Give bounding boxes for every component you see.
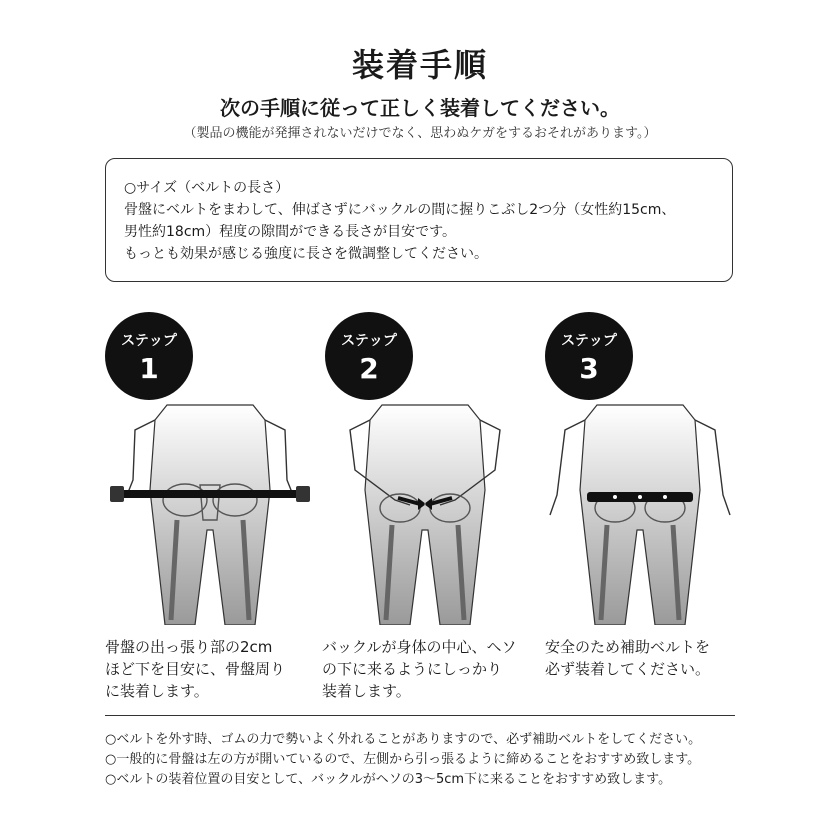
caption-line: ほど下を目安に、骨盤周り xyxy=(105,660,286,678)
size-info-box xyxy=(105,158,733,282)
size-text-line: 骨盤にベルトをまわして、伸ばさずにバックルの間に握りこぶし2つ分（女性約15cm、 xyxy=(124,202,676,218)
step-number: 2 xyxy=(359,352,379,385)
caption-line: に装着します。 xyxy=(105,682,209,700)
step-3-badge xyxy=(545,312,633,400)
step-2-badge xyxy=(325,312,413,400)
note-line: ○ベルトの装着位置の目安として、バックルがヘソの3〜5cm下に来ることをおすすめ致します。 xyxy=(105,772,672,787)
bottom-notes xyxy=(105,730,745,790)
size-text-line: もっとも効果が感じる強度に長さを微調整してください。 xyxy=(124,246,488,262)
note-line: ○一般的に骨盤は左の方が開いているので、左側から引っ張るように締めることをおすすめ致します。 xyxy=(105,752,701,767)
step-number: 1 xyxy=(139,352,159,385)
caption-line: の下に来るようにしっかり xyxy=(322,660,503,678)
caption-line: 装着します。 xyxy=(322,682,411,700)
caption-line: 必ず装着してください。 xyxy=(545,660,711,678)
size-text-line: 男性約18cm）程度の隙間ができる長さが目安です。 xyxy=(124,224,457,240)
step-3-caption xyxy=(545,636,765,680)
step-1-caption xyxy=(105,636,325,702)
size-heading: ○サイズ（ベルトの長さ） xyxy=(124,180,290,196)
note-line: ○ベルトを外す時、ゴムの力で勢いよく外れることがありますので、必ず補助ベルトをしてください。 xyxy=(105,732,702,747)
page-title: 装着手順 xyxy=(351,46,488,84)
page-subtitle: 次の手順に従って正しく装着してください。 xyxy=(220,96,620,120)
step-3-illustration xyxy=(535,400,745,625)
step-label: ステップ xyxy=(561,333,617,349)
step-number: 3 xyxy=(579,352,599,385)
divider xyxy=(105,715,735,716)
warning-note: （製品の機能が発揮されないだけでなく、思わぬケガをするおそれがあります。） xyxy=(183,126,657,141)
step-label: ステップ xyxy=(121,333,177,349)
step-2-caption xyxy=(322,636,542,702)
step-2-illustration xyxy=(320,400,530,625)
step-1-badge xyxy=(105,312,193,400)
step-label: ステップ xyxy=(341,333,397,349)
caption-line: バックルが身体の中心、ヘソ xyxy=(322,638,517,656)
caption-line: 骨盤の出っ張り部の2cm xyxy=(105,638,273,656)
caption-line: 安全のため補助ベルトを xyxy=(545,638,711,656)
step-1-illustration xyxy=(105,400,315,625)
